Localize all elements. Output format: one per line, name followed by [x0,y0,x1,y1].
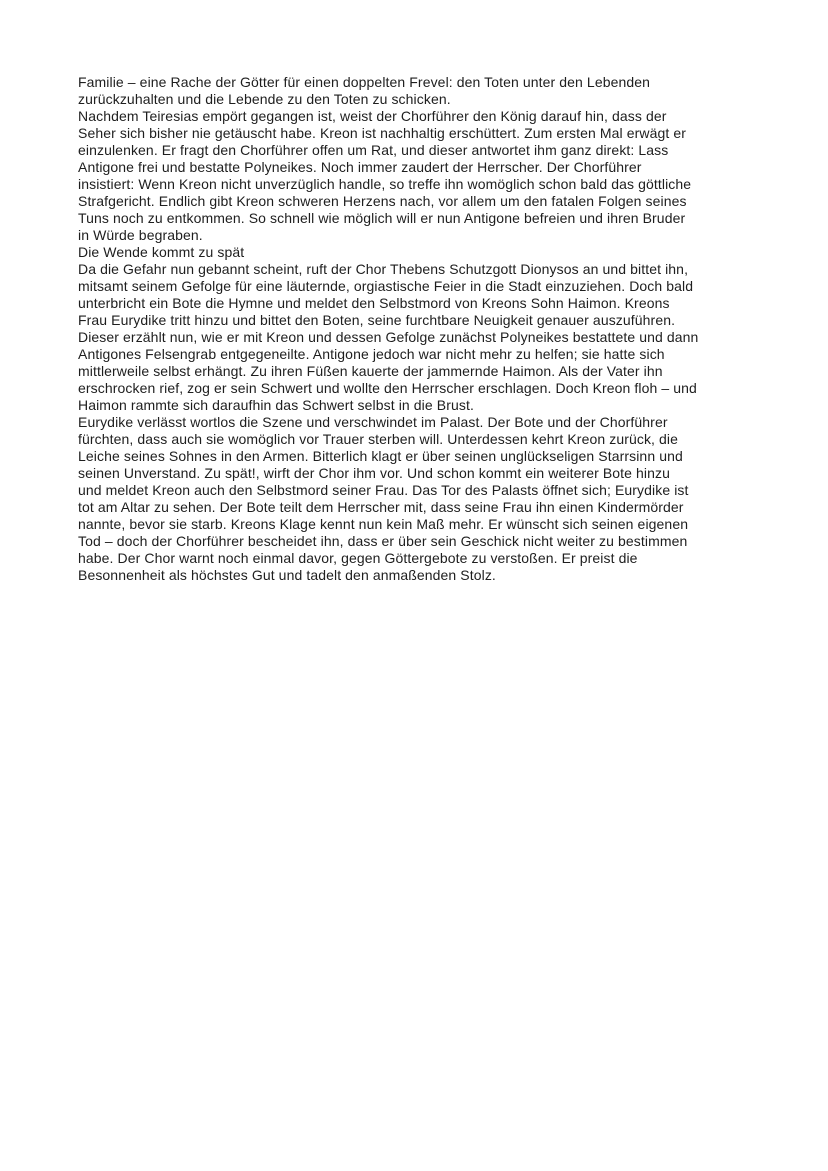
text-line: mitsamt seinem Gefolge für eine läuternde, orgiastische Feier in die Stadt einzuziehen. Doch bald [78,278,694,294]
text-line: nannte, bevor sie starb. Kreons Klage kennt nun kein Maß mehr. Er wünscht sich seinen eigenen [78,516,689,532]
text-line: tot am Altar zu sehen. Der Bote teilt dem Herrscher mit, dass seine Frau ihn einen Kindermörder [78,499,684,515]
text-line: Antigone frei und bestatte Polyneikes. Noch immer zaudert der Herrscher. Der Chorführer [78,159,642,175]
text-line: fürchten, dass auch sie womöglich vor Trauer sterben will. Unterdessen kehrt Kreon zurück, die [78,431,679,447]
text-line: erschrocken rief, zog er sein Schwert und wollte den Herrscher erschlagen. Doch Kreon floh – und [78,380,697,396]
text-line: Leiche seines Sohnes in den Armen. Bitterlich klagt er über seinen unglückseligen Starrsinn und [78,448,683,464]
text-line: habe. Der Chor warnt noch einmal davor, gegen Göttergebote zu verstoßen. Er preist die [78,550,638,566]
text-line: Seher sich bisher nie getäuscht habe. Kreon ist nachhaltig erschüttert. Zum ersten Mal erwägt er [78,125,687,141]
text-line: Die Wende kommt zu spät [78,244,245,260]
text-line: Tod – doch der Chorführer bescheidet ihn, dass er über sein Geschick nicht weiter zu bestimmen [78,533,688,549]
text-line: mittlerweile selbst erhängt. Zu ihren Füßen kauerte der jammernde Haimon. Als der Vater ihn [78,363,663,379]
text-line: insistiert: Wenn Kreon nicht unverzüglich handle, so treffe ihn womöglich schon bald das göttliche [78,176,692,192]
text-line: einzulenken. Er fragt den Chorführer offen um Rat, und dieser antwortet ihm ganz direkt: Lass [78,142,669,158]
text-line: Haimon rammte sich daraufhin das Schwert selbst in die Brust. [78,397,474,413]
text-line: zurückzuhalten und die Lebende zu den Toten zu schicken. [78,91,451,107]
text-line: unterbricht ein Bote die Hymne und meldet den Selbstmord von Kreons Sohn Haimon. Kreons [78,295,670,311]
text-line: Strafgericht. Endlich gibt Kreon schweren Herzens nach, vor allem um den fatalen Folgen seines [78,193,687,209]
text-line: Antigones Felsengrab entgegeneilte. Antigone jedoch war nicht mehr zu helfen; sie hatte sich [78,346,665,362]
text-line: Da die Gefahr nun gebannt scheint, ruft der Chor Thebens Schutzgott Dionysos an und bittet ihn, [78,261,689,277]
text-line: und meldet Kreon auch den Selbstmord seiner Frau. Das Tor des Palasts öffnet sich; Eurydike ist [78,482,689,498]
text-line: Nachdem Teiresias empört gegangen ist, weist der Chorführer den König darauf hin, dass der [78,108,667,124]
text-line: Frau Eurydike tritt hinzu und bittet den Boten, seine furchtbare Neuigkeit genauer auszuführen. [78,312,676,328]
text-line: seinen Unverstand. Zu spät!, wirft der Chor ihm vor. Und schon kommt ein weiterer Bote hinzu [78,465,671,481]
text-line: Besonnenheit als höchstes Gut und tadelt den anmaßenden Stolz. [78,567,496,583]
text-line: in Würde begraben. [78,227,203,243]
text-line: Tuns noch zu entkommen. So schnell wie möglich will er nun Antigone befreien und ihren Bruder [78,210,686,226]
text-line: Eurydike verlässt wortlos die Szene und verschwindet im Palast. Der Bote und der Chorführer [78,414,668,430]
body-text-block [78,74,762,584]
text-line: Familie – eine Rache der Götter für einen doppelten Frevel: den Toten unter den Lebenden [78,74,651,90]
text-line: Dieser erzählt nun, wie er mit Kreon und dessen Gefolge zunächst Polyneikes bestattete und dann [78,329,699,345]
